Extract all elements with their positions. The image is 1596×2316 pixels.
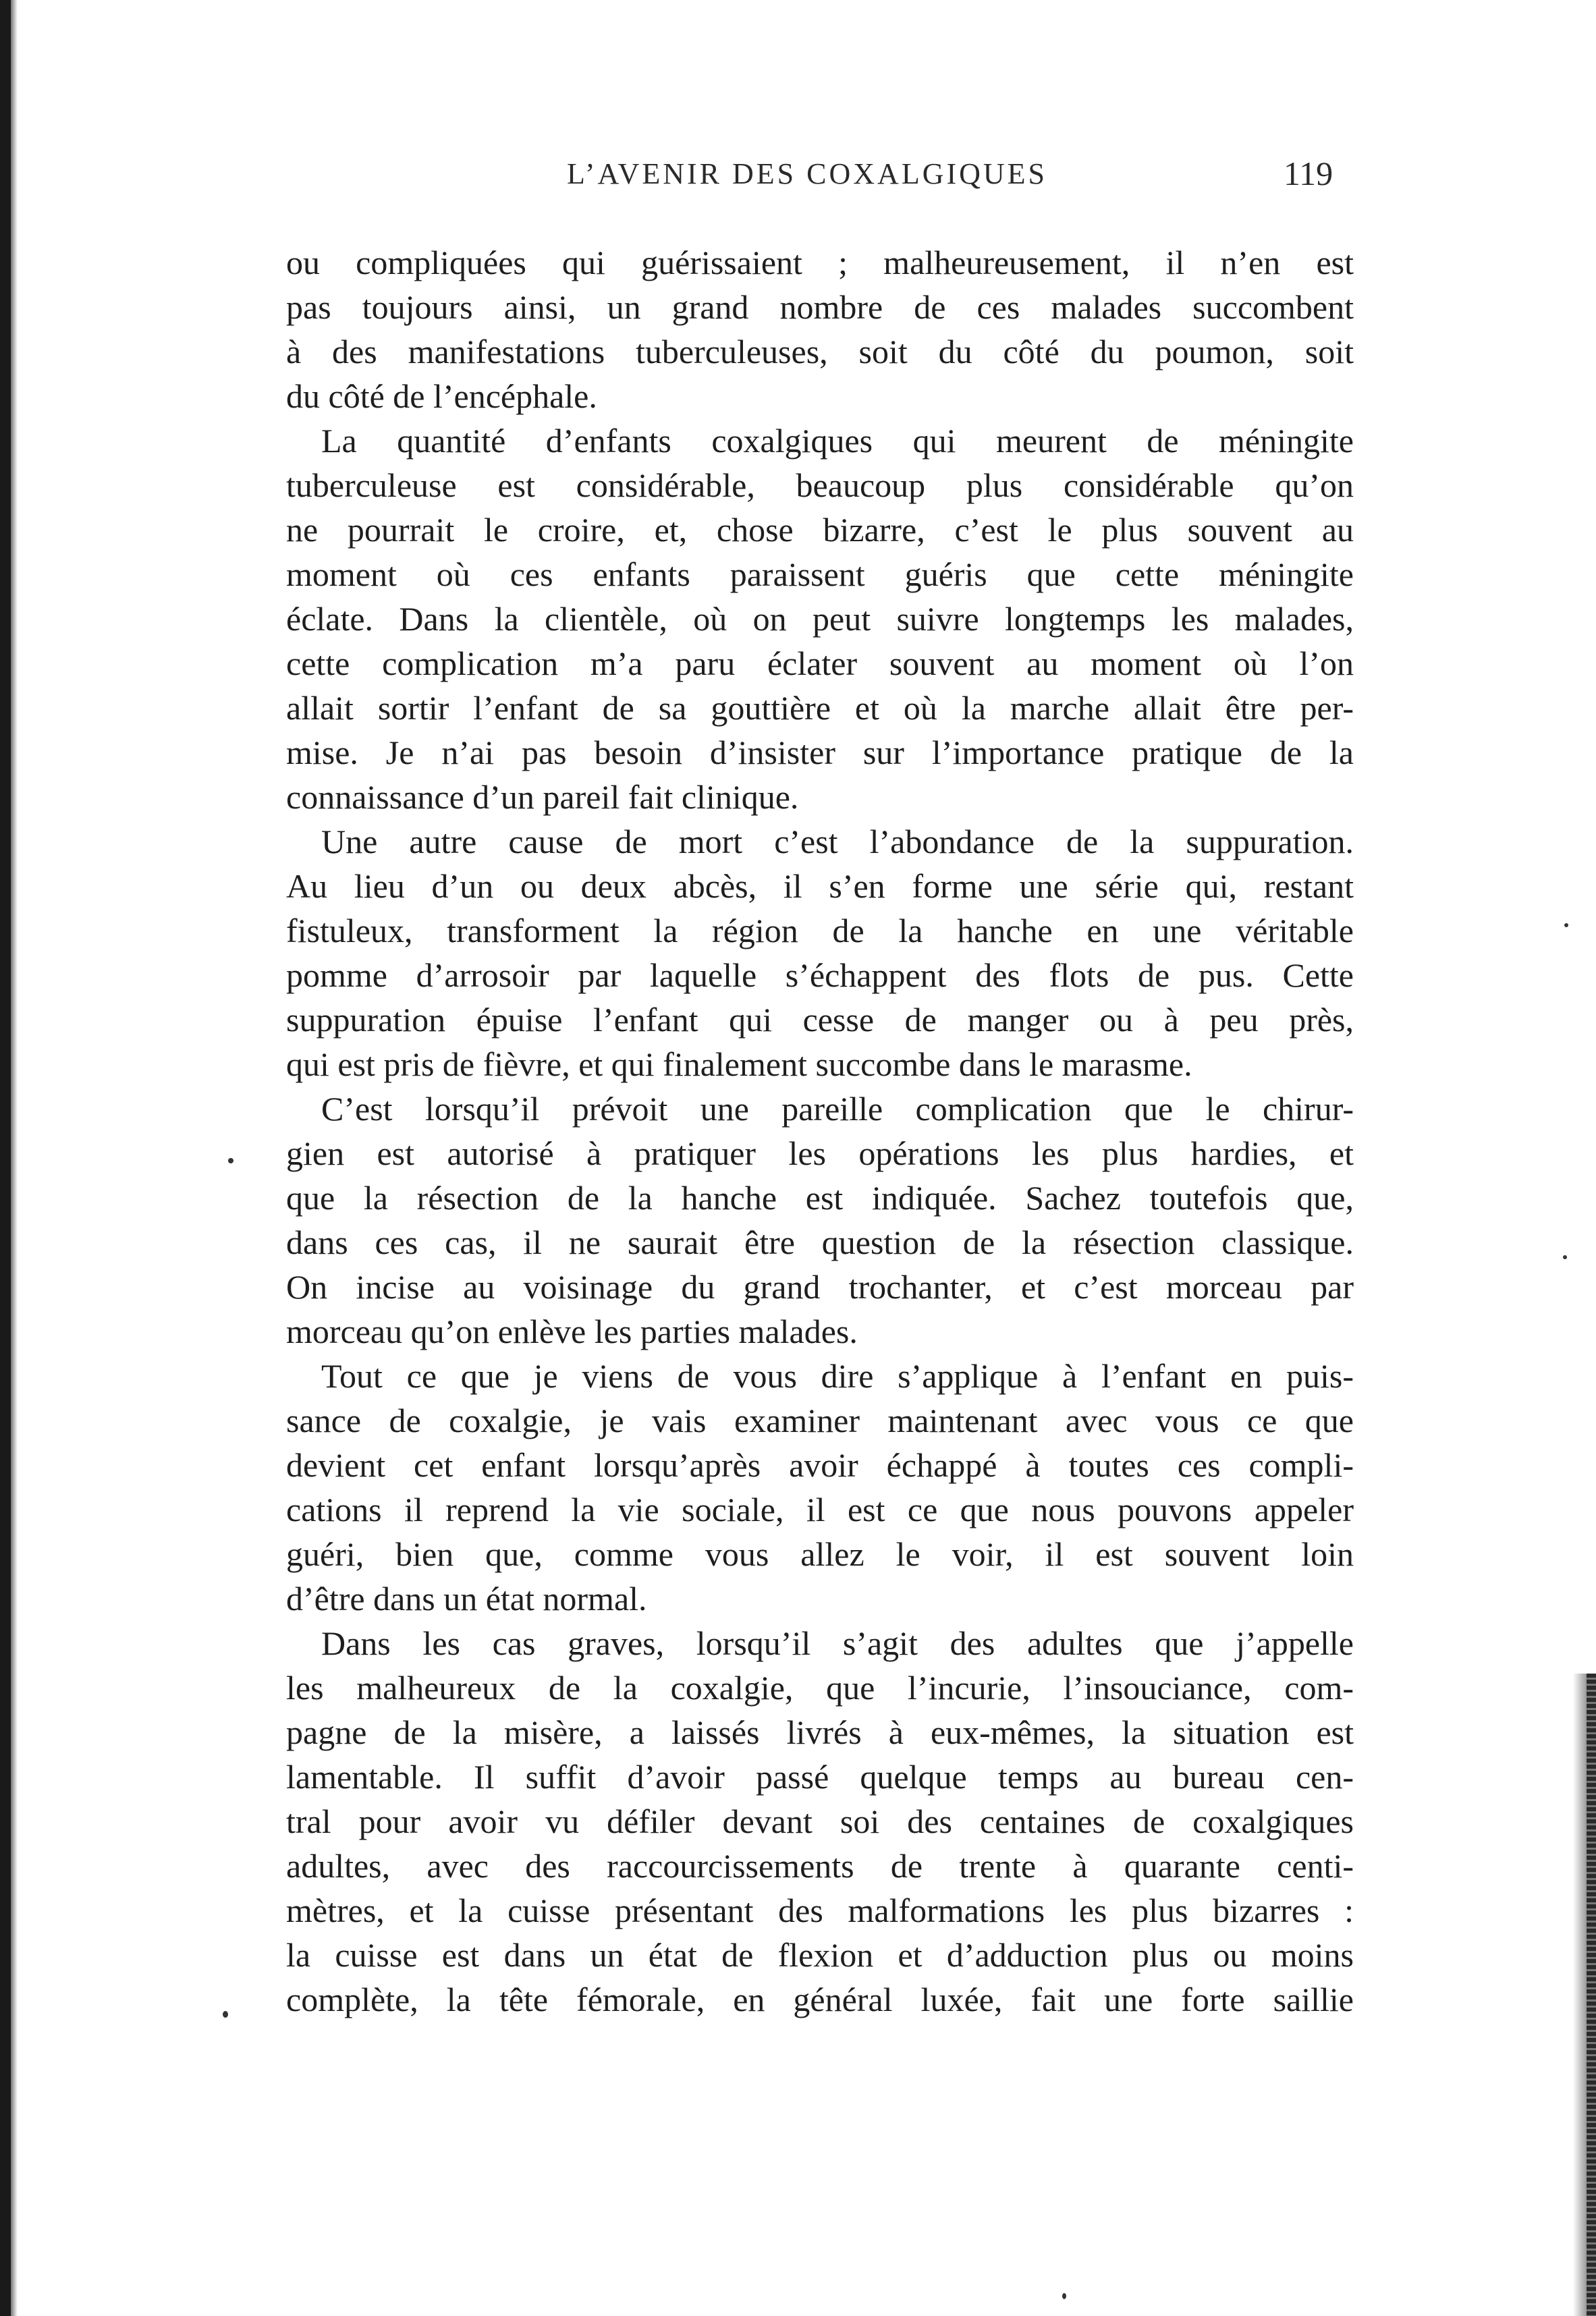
text-line: les malheureux de la coxalgie, que l’incurie, l’insouciance, com-	[286, 1669, 1354, 1707]
text-line: C’est lorsqu’il prévoit une pareille complication que le chirur-	[321, 1090, 1354, 1128]
text-line: mètres, et la cuisse présentant des malformations les plus bizarres :	[286, 1892, 1354, 1929]
text-line: éclate. Dans la clientèle, où on peut suivre longtemps les malades,	[286, 600, 1354, 638]
text-line: complète, la tête fémorale, en général luxée, fait une forte saillie	[286, 1981, 1354, 2018]
text-line: pomme d’arrosoir par laquelle s’échappent des flots de pus. Cette	[286, 956, 1354, 994]
text-line: lamentable. Il suffit d’avoir passé quelque temps au bureau cen-	[286, 1758, 1354, 1796]
text-line: dans ces cas, il ne saurait être question de la résection classique.	[286, 1223, 1354, 1261]
text-line: cations il reprend la vie sociale, il est ce que nous pouvons appeler	[286, 1491, 1354, 1528]
text-line: du côté de l’encéphale.	[286, 377, 597, 415]
print-speck	[1563, 1255, 1567, 1259]
print-speck	[228, 1158, 233, 1163]
text-line: guéri, bien que, comme vous allez le voir, il est souvent loin	[286, 1535, 1354, 1573]
print-speck	[223, 2011, 228, 2018]
book-spine-fade-left	[11, 0, 18, 2316]
text-line: Tout ce que je viens de vous dire s’applique à l’enfant en puis-	[321, 1357, 1354, 1395]
text-line: fistuleux, transforment la région de la hanche en une véritable	[286, 912, 1354, 949]
text-line: qui est pris de fièvre, et qui finalement succombe dans le marasme.	[286, 1045, 1192, 1083]
text-line: sance de coxalgie, je vais examiner maintenant avec vous ce que	[286, 1402, 1354, 1439]
text-line: morceau qu’on enlève les parties malades.	[286, 1313, 858, 1350]
text-line: Dans les cas graves, lorsqu’il s’agit des adultes que j’appelle	[321, 1624, 1354, 1662]
page-edge-fade-right	[1573, 1674, 1587, 2316]
text-line: ne pourrait le croire, et, chose bizarre, c’est le plus souvent au	[286, 511, 1354, 549]
text-line: connaissance d’un pareil fait clinique.	[286, 778, 799, 816]
text-line: mise. Je n’ai pas besoin d’insister sur l’importance pratique de la	[286, 734, 1354, 771]
book-spine-shadow-left	[0, 0, 11, 2316]
text-line: à des manifestations tuberculeuses, soit du côté du poumon, soit	[286, 333, 1354, 370]
text-line: suppuration épuise l’enfant qui cesse de manger ou à peu près,	[286, 1001, 1354, 1039]
text-line: pas toujours ainsi, un grand nombre de ces malades succombent	[286, 288, 1354, 326]
print-speck	[1062, 2293, 1066, 2299]
text-line: gien est autorisé à pratiquer les opérations les plus hardies, et	[286, 1134, 1354, 1172]
body-text	[286, 240, 1354, 2022]
text-line: pagne de la misère, a laissés livrés à eux-mêmes, la situation est	[286, 1713, 1354, 1751]
page-number: 119	[1284, 155, 1333, 192]
text-line: tral pour avoir vu défiler devant soi des centaines de coxalgiques	[286, 1802, 1354, 1840]
text-line: moment où ces enfants paraissent guéris que cette méningite	[286, 555, 1354, 593]
text-line: la cuisse est dans un état de flexion et d’adduction plus ou moins	[286, 1936, 1354, 1974]
text-line: La quantité d’enfants coxalgiques qui meurent de méningite	[321, 422, 1354, 460]
text-line: Une autre cause de mort c’est l’abondance de la suppuration.	[321, 823, 1354, 860]
text-line: Au lieu d’un ou deux abcès, il s’en forme une série qui, restant	[286, 867, 1354, 905]
text-line: On incise au voisinage du grand trochanter, et c’est morceau par	[286, 1268, 1354, 1306]
text-line: ou compliquées qui guérissaient ; malheureusement, il n’en est	[286, 244, 1354, 281]
text-line: allait sortir l’enfant de sa gouttière et où la marche allait être per-	[286, 689, 1354, 727]
text-line: d’être dans un état normal.	[286, 1580, 647, 1618]
text-line: que la résection de la hanche est indiquée. Sachez toutefois que,	[286, 1179, 1354, 1217]
text-line: cette complication m’a paru éclater souvent au moment où l’on	[286, 644, 1354, 682]
running-head: L’AVENIR DES COXALGIQUES	[567, 157, 1048, 190]
text-line: tuberculeuse est considérable, beaucoup plus considérable qu’on	[286, 466, 1354, 504]
text-line: devient cet enfant lorsqu’après avoir échappé à toutes ces compli-	[286, 1446, 1354, 1484]
print-speck	[1564, 923, 1568, 927]
text-line: adultes, avec des raccourcissements de trente à quarante centi-	[286, 1847, 1354, 1885]
page-edge-shadow-right	[1587, 1674, 1596, 2316]
